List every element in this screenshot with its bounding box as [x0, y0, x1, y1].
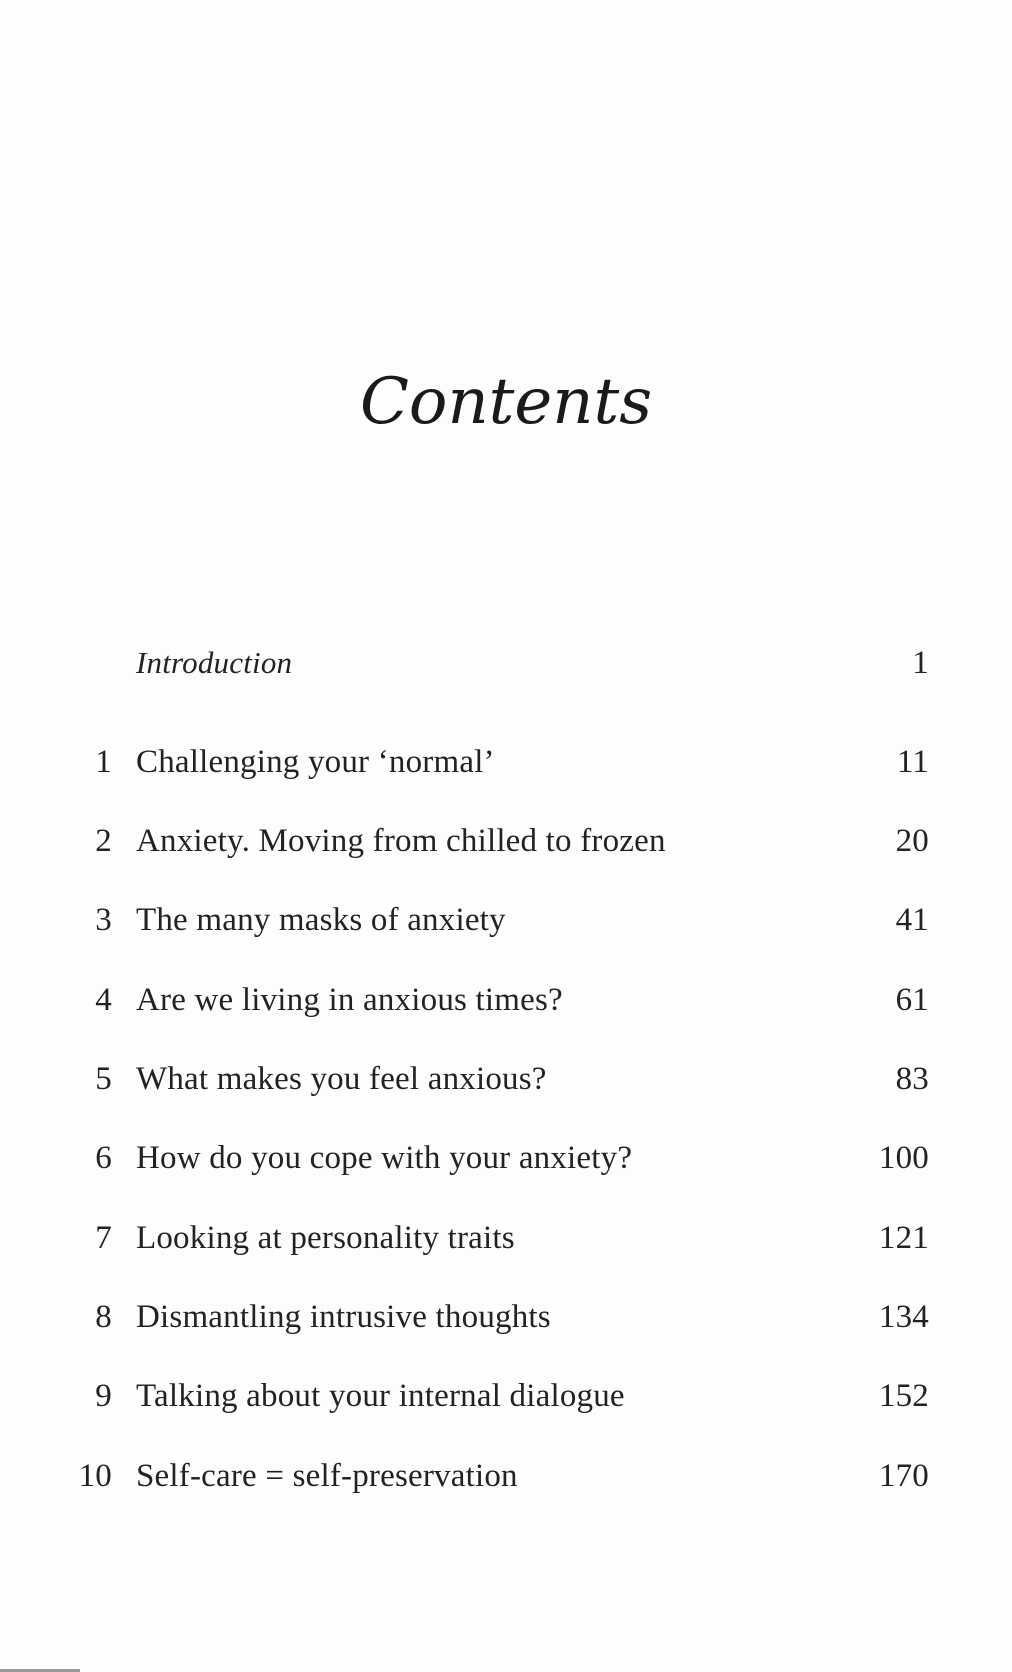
- toc-number: 8: [95, 1299, 112, 1335]
- toc-title: Self-care = self-preservation: [136, 1458, 518, 1494]
- toc-entry-chapter-8[interactable]: [0, 1292, 1012, 1342]
- toc-entry-chapter-4[interactable]: [0, 975, 1012, 1025]
- toc-number: 4: [95, 982, 112, 1018]
- toc-entry-chapter-5[interactable]: [0, 1054, 1012, 1104]
- toc-entry-chapter-9[interactable]: [0, 1371, 1012, 1421]
- toc-entry-chapter-3[interactable]: [0, 895, 1012, 945]
- toc-entry-introduction[interactable]: [0, 638, 1012, 688]
- toc-number: 3: [95, 902, 112, 938]
- toc-entry-chapter-7[interactable]: [0, 1213, 1012, 1263]
- toc-title: Talking about your internal dialogue: [136, 1378, 625, 1414]
- toc-page-number: 121: [878, 1220, 929, 1256]
- toc-page-number: 83: [895, 1061, 929, 1097]
- toc-number: 5: [95, 1061, 112, 1097]
- heading-text: Contents: [359, 365, 653, 439]
- toc-title: Dismantling intrusive thoughts: [136, 1299, 551, 1335]
- toc-number: 2: [95, 823, 112, 859]
- toc-title: The many masks of anxiety: [136, 902, 506, 938]
- toc-number: 9: [95, 1378, 112, 1414]
- toc-title: Anxiety. Moving from chilled to frozen: [136, 823, 666, 859]
- toc-page-number: 20: [895, 823, 929, 859]
- toc-page-number: 61: [895, 982, 929, 1018]
- contents-script-title: [359, 345, 653, 455]
- toc-entry-chapter-10[interactable]: [0, 1451, 1012, 1501]
- toc-page-number: 152: [878, 1378, 929, 1414]
- toc-title: How do you cope with your anxiety?: [136, 1140, 633, 1176]
- toc-page-number: 11: [896, 744, 929, 780]
- toc-page-number: 170: [878, 1458, 929, 1494]
- toc-entry-chapter-1[interactable]: [0, 737, 1012, 787]
- toc-title: What makes you feel anxious?: [136, 1061, 547, 1097]
- toc-page-number: 41: [895, 902, 929, 938]
- toc-title: Challenging your ‘normal’: [136, 744, 495, 780]
- toc-title: Are we living in anxious times?: [136, 982, 563, 1018]
- toc-number: 7: [95, 1220, 112, 1256]
- toc-entry-chapter-2[interactable]: [0, 816, 1012, 866]
- toc-title: Introduction: [136, 645, 293, 680]
- toc-page-number: 100: [878, 1140, 929, 1176]
- toc-number: 10: [78, 1458, 112, 1494]
- toc-page-number: 134: [878, 1299, 929, 1335]
- toc-entry-chapter-6[interactable]: [0, 1133, 1012, 1183]
- toc-title: Looking at personality traits: [136, 1220, 515, 1256]
- toc-number: 6: [95, 1140, 112, 1176]
- toc-page-number: 1: [912, 645, 929, 681]
- contents-heading: [0, 345, 1012, 455]
- toc-number: 1: [95, 744, 112, 780]
